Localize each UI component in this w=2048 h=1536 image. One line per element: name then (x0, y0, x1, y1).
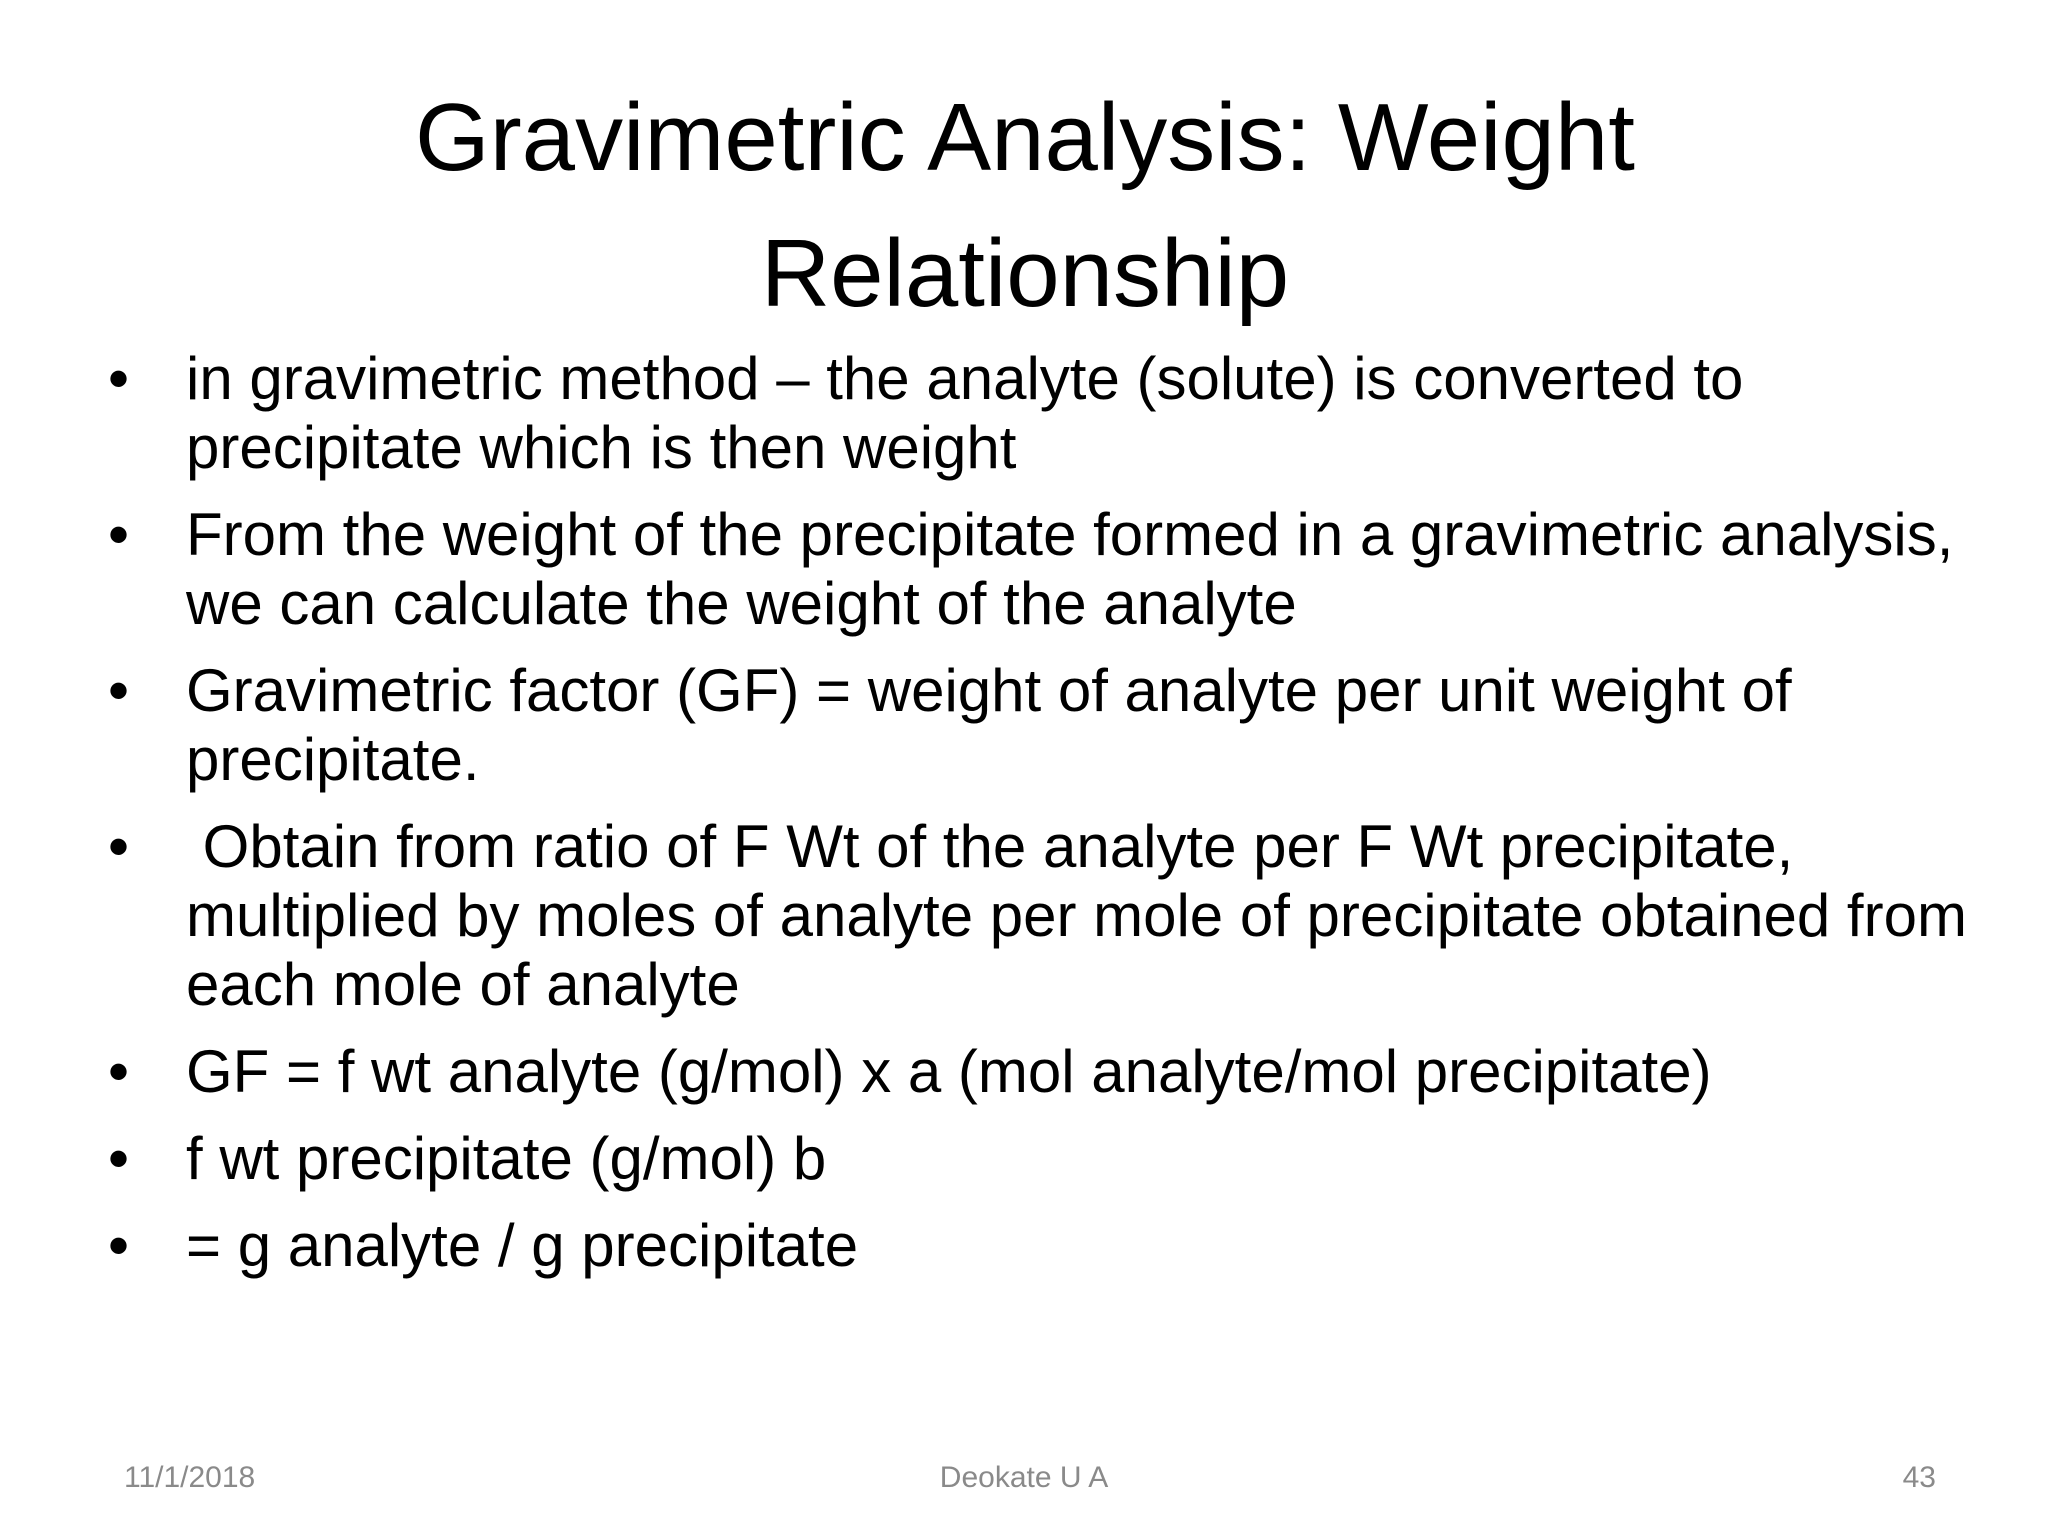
bullet-text: f wt precipitate (g/mol) b (186, 1125, 827, 1192)
bullet-item (106, 812, 2006, 1019)
slide-title-line-2: Relationship (760, 220, 1290, 327)
bullet-marker: • (108, 813, 130, 880)
bullet-item (106, 1037, 2006, 1106)
bullet-item (106, 1211, 2006, 1280)
bullet-marker: • (108, 1212, 130, 1279)
bullet-marker: • (108, 657, 130, 724)
footer-page-number: 43 (1902, 1461, 1936, 1494)
bullet-text: = g analyte / g precipitate (186, 1212, 859, 1279)
bullet-marker: • (108, 1038, 130, 1105)
slide-title-line-1: Gravimetric Analysis: Weight (415, 84, 1635, 191)
bullet-text: GF = f wt analyte (g/mol) x a (mol analyte/mol precipitate) (186, 1038, 1712, 1105)
bullet-list (106, 344, 2006, 1298)
bullet-text: From the weight of the precipitate formed in a gravimetric analysis, we can calculate the weight of the analyte (186, 501, 1954, 637)
bullet-marker: • (108, 1125, 130, 1192)
bullet-text: Gravimetric factor (GF) = weight of analyte per unit weight of precipitate. (186, 657, 1792, 793)
bullet-item (106, 500, 2006, 638)
bullet-marker: • (108, 501, 130, 568)
bullet-text: Obtain from ratio of F Wt of the analyte per F Wt precipitate, multiplied by moles of analyte per mole of precipitate obtained from each mole of analyte (186, 813, 1984, 1018)
footer-author: Deokate U A (939, 1461, 1109, 1494)
bullet-item (106, 1124, 2006, 1193)
bullet-text: in gravimetric method – the analyte (solute) is converted to precipitate which is then weight (186, 345, 1744, 481)
bullet-item (106, 344, 2006, 482)
bullet-item (106, 656, 2006, 794)
footer-date: 11/1/2018 (124, 1461, 256, 1494)
bullet-marker: • (108, 345, 130, 412)
slide-title (140, 70, 1910, 342)
